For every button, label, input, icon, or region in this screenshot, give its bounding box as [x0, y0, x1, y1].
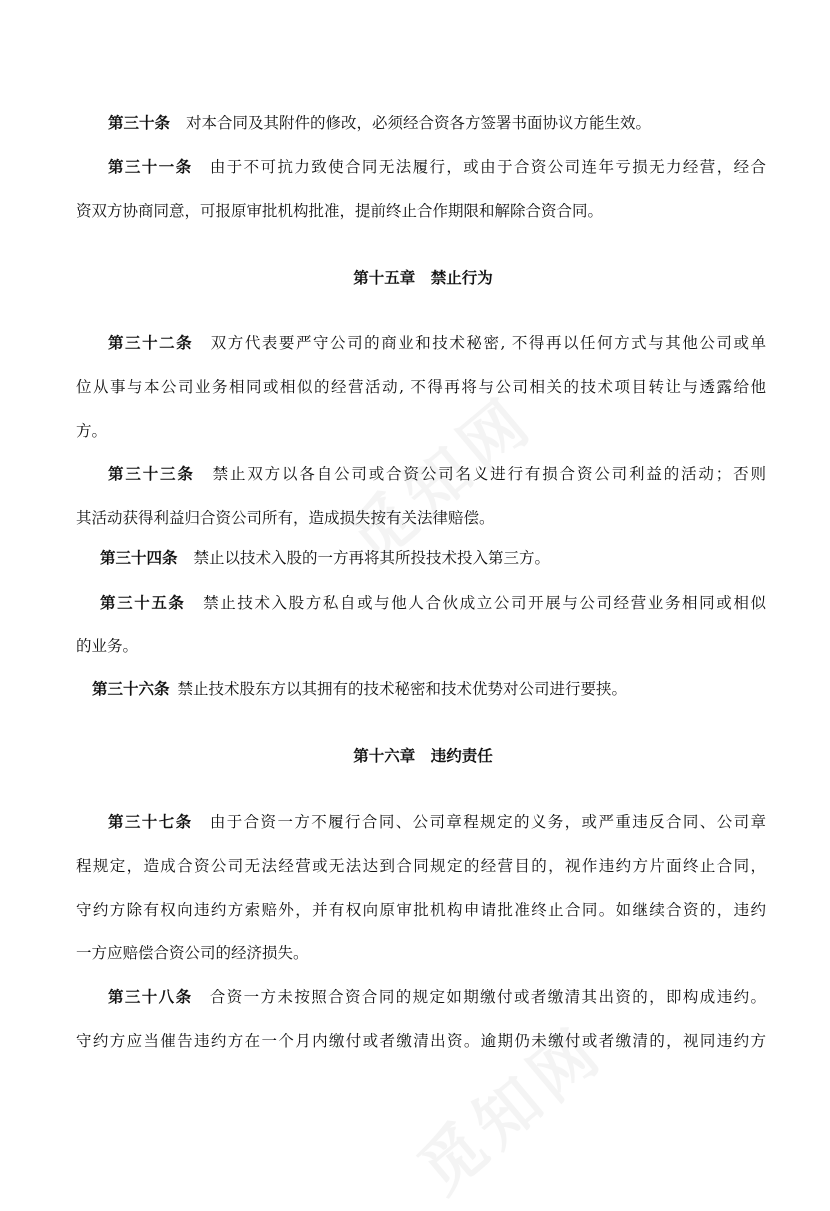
- article-37-line-4: 一方应赔偿合资公司的经济损失。: [76, 944, 309, 962]
- article-31-line-2: 资双方协商同意，可报原审批机构批准，提前终止合作期限和解除合资合同。: [76, 202, 604, 220]
- article-text: 禁止双方以各自公司或合资公司名义进行有损合资公司利益的活动；否则: [210, 465, 766, 483]
- article-text: 禁止技术股东方以其拥有的技术秘密和技术优势对公司进行要挟。: [177, 680, 628, 698]
- article-33-line-1: [108, 463, 766, 485]
- article-32-line-2: 位从事与本公司业务相同或相似的经营活动, 不得再将与公司相关的技术项目转让与透露给他: [76, 378, 766, 396]
- article-32-line-3: 方。: [76, 422, 108, 440]
- article-37-line-2: 程规定，造成合资公司无法经营或无法达到合同规定的经营目的，视作违约方片面终止合同，: [76, 857, 766, 875]
- article-text: 由于合资一方不履行合同、公司章程规定的义务，或严重违反合同、公司章: [208, 813, 766, 831]
- article-32-line-1: [108, 332, 766, 354]
- article-text: 由于不可抗力致使合同无法履行，或由于合资公司连年亏损无力经营，经合: [208, 158, 766, 176]
- article-38-line-2: 守约方应当催告违约方在一个月内缴付或者缴清出资。逾期仍未缴付或者缴清的，视同违约方: [76, 1032, 766, 1050]
- article-35-line-2: 的业务。: [76, 637, 139, 655]
- article-38-line-1: [108, 986, 766, 1008]
- article-label: 第三十三条: [108, 464, 195, 483]
- article-35-line-1: [100, 592, 766, 614]
- article-36: [92, 678, 766, 700]
- article-34: [100, 547, 766, 569]
- article-label: 第三十六条: [92, 679, 170, 698]
- article-label: 第三十条: [108, 113, 171, 132]
- article-33-line-2: 其活动获得利益归合资公司所有，造成损失按有关法律赔偿。: [76, 509, 495, 527]
- article-37-line-3: 守约方除有权向违约方索赔外，并有权向原审批机构申请批准终止合同。如继续合资的，违约: [76, 901, 766, 919]
- article-label: 第三十七条: [108, 812, 193, 831]
- article-label: 第三十八条: [108, 987, 193, 1006]
- article-label: 第三十五条: [100, 593, 186, 612]
- article-label: 第三十一条: [108, 157, 193, 176]
- chapter-heading: 第十六章 违约责任: [353, 746, 493, 765]
- article-30: [108, 112, 768, 134]
- article-text: 合资一方未按照合资合同的规定如期缴付或者缴清其出资的，即构成违约。: [208, 988, 766, 1006]
- article-label: 第三十四条: [100, 548, 178, 567]
- article-text: 双方代表要严守公司的商业和技术秘密, 不得再以任何方式与其他公司或单: [209, 334, 766, 352]
- article-text: 禁止技术入股方私自或与他人合伙成立公司开展与公司经营业务相同或相似: [201, 594, 766, 612]
- article-31-line-1: [108, 156, 766, 178]
- article-text: 对本合同及其附件的修改，必须经合资各方签署书面协议方能生效。: [186, 114, 652, 132]
- chapter-heading: 第十五章 禁止行为: [353, 268, 493, 287]
- article-text: 禁止以技术入股的一方再将其所投技术投入第三方。: [193, 549, 551, 567]
- article-label: 第三十二条: [108, 333, 194, 352]
- article-37-line-1: [108, 811, 766, 833]
